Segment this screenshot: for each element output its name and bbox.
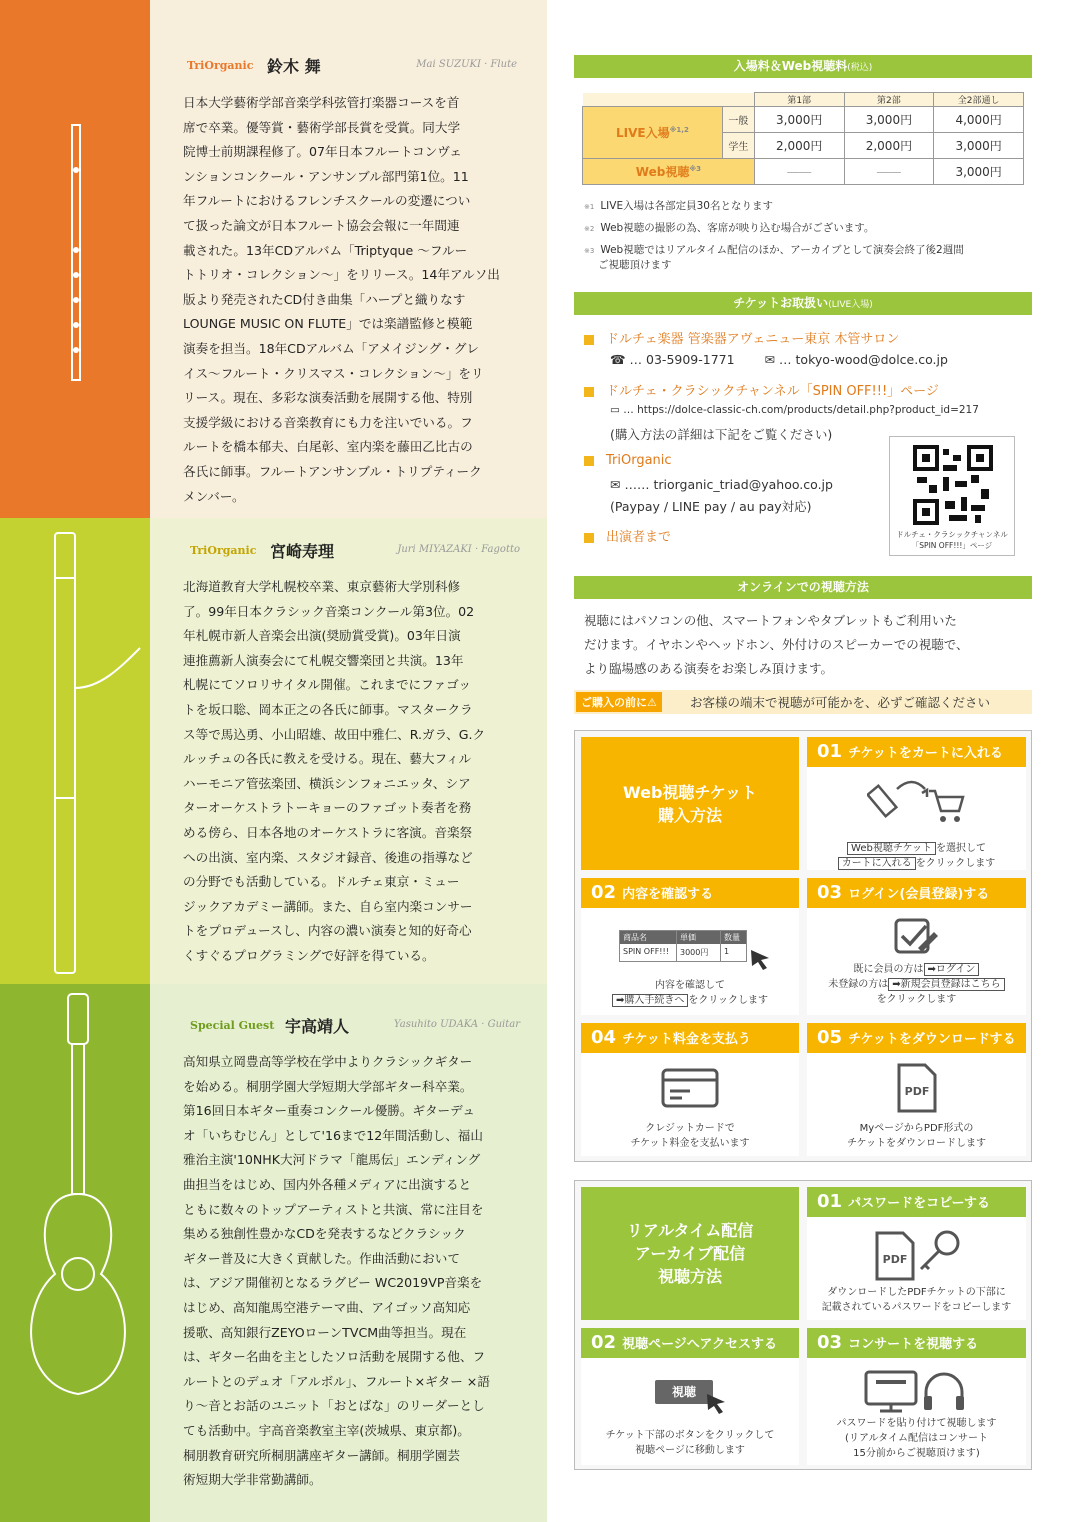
credit-card-icon bbox=[660, 1067, 720, 1109]
tickets-title-bar bbox=[574, 292, 1032, 315]
purchase-step-4 bbox=[581, 1023, 799, 1156]
caption-text: 視聴ページに移動します bbox=[635, 1445, 745, 1456]
fee-cell: 2,000円 bbox=[754, 133, 844, 159]
qr-caption-line: ドルチェ・クラシックチャンネル bbox=[896, 530, 1008, 539]
fee-cell: 3,000円 bbox=[934, 159, 1024, 185]
step-number: 01 bbox=[817, 741, 843, 762]
bio-line: ターオーケストラトーキョーのファゴット奏者を務 bbox=[183, 800, 472, 816]
cart-cell: 3000円 bbox=[680, 948, 709, 957]
caption-text: クレジットカードで bbox=[645, 1123, 735, 1134]
bio-line: は、アジア開催初となるラグビー WC2019VP音楽を bbox=[183, 1275, 483, 1291]
fee-cell: ―― bbox=[844, 159, 934, 185]
bio-roman-name: Mai SUZUKI · Flute bbox=[416, 59, 517, 70]
footnote-mark: ※1 bbox=[584, 203, 595, 211]
tickets-title-note: (LIVE入場) bbox=[828, 300, 873, 310]
login-check-icon bbox=[892, 916, 942, 960]
bio-line: リース。現在、多彩な演奏活動を展開する他、特別 bbox=[183, 390, 473, 406]
footnote-text: LIVE入場は各部定員30名となります bbox=[600, 200, 773, 212]
cursor-icon bbox=[749, 948, 773, 972]
bio-group: TriOrganic bbox=[190, 544, 257, 557]
caption-tag: Web視聴チケット bbox=[847, 842, 936, 855]
fagotto-band bbox=[0, 518, 150, 984]
web-sup: ※3 bbox=[689, 165, 702, 173]
cart-col bbox=[620, 931, 676, 961]
bio-line: て扱った論文が日本フルート協会会報に一年間連 bbox=[183, 217, 460, 233]
bio-line: はじめ、高知龍馬空港テーマ曲、アイゴッソ高知応 bbox=[183, 1299, 471, 1315]
fees-title-note: (税込) bbox=[847, 63, 873, 73]
contact-row: ☎ … 03-5909-1771 ✉ … tokyo-wood@dolce.co.jp bbox=[610, 352, 948, 367]
flute-band bbox=[0, 0, 150, 518]
caption-text: チケット料金を支払います bbox=[630, 1138, 750, 1149]
dolce-store-name: ドルチェ楽器 管楽器アヴェニュー東京 木管サロン bbox=[606, 332, 900, 347]
step-number: 03 bbox=[817, 1332, 843, 1353]
step-caption bbox=[581, 1121, 799, 1151]
caption-text: 内容を確認して bbox=[655, 980, 725, 991]
step-title: パスワードをコピーする bbox=[848, 1196, 990, 1211]
trio-note: (Paypay / LINE pay / au pay対応) bbox=[610, 499, 812, 514]
cart-cell: 1 bbox=[724, 947, 730, 956]
bio-line: 北海道教育大学札幌校卒業、東京藝術大学別科修 bbox=[183, 579, 461, 594]
fee-cell: 3,000円 bbox=[844, 107, 934, 133]
step-caption bbox=[807, 841, 1026, 871]
fee-cell: 3,000円 bbox=[754, 107, 844, 133]
bullet-icon bbox=[584, 456, 594, 466]
bio-line: ス等で馬込勇、小山昭雄、故田中雅仁、R.ガラ、G.ク bbox=[183, 726, 486, 742]
step-number: 05 bbox=[817, 1027, 843, 1048]
step-title: 視聴ページへアクセスする bbox=[622, 1337, 778, 1352]
step-title: チケットをダウンロードする bbox=[848, 1032, 1016, 1047]
performer-text: 出演者まで bbox=[606, 530, 672, 545]
bio-text-suzuki bbox=[183, 91, 523, 509]
bio-line: ルートを橋本郁夫、白尾彰、室内楽を藤田乙比古の bbox=[183, 439, 473, 455]
caption-text: をクリックします bbox=[876, 994, 957, 1005]
caption-text: チケットをダウンロードします bbox=[846, 1138, 987, 1149]
bio-line: 院博士前期課程修了。07年日本フルートコンヴェ bbox=[183, 144, 462, 160]
mail-icon: ✉ bbox=[764, 352, 776, 367]
cart-cell: SPIN OFF!!! bbox=[623, 947, 669, 956]
bio-line: める傍ら、日本各地のオーケストラに客演。音楽祭 bbox=[183, 824, 473, 840]
caption-tag: ➡購入手続きへ bbox=[612, 994, 688, 1007]
bio-line: ンションコンクール・アンサンブル部門第1位。11 bbox=[183, 168, 469, 184]
caption-text: ダウンロードしたPDFチケットの下部に bbox=[827, 1287, 1006, 1298]
bio-line: 日本大学藝術学部音楽学科弦管打楽器コースを首 bbox=[183, 95, 460, 110]
watch-button[interactable]: 視聴 bbox=[655, 1380, 713, 1404]
fee-col-header: 全2部通し bbox=[934, 93, 1024, 107]
svg-text:PDF: PDF bbox=[904, 1085, 929, 1098]
footnote bbox=[584, 199, 773, 214]
viewing-title-line: アーカイブ配信 bbox=[634, 1244, 746, 1263]
viewing-title-line: 視聴方法 bbox=[657, 1267, 722, 1286]
step-header bbox=[581, 878, 799, 908]
bio-roman-name: Yasuhito UDAKA · Guitar bbox=[393, 1019, 520, 1030]
mail-icon: ✉ bbox=[610, 477, 621, 492]
caption-text: をクリックします bbox=[688, 995, 768, 1006]
purchase-step-2 bbox=[581, 878, 799, 1015]
step-header bbox=[807, 1023, 1026, 1053]
trio-row bbox=[584, 453, 672, 468]
purchase-steps-box bbox=[574, 730, 1032, 1162]
bio-line: 年札幌市新人音楽会出演(奨励賞受賞)。03年日演 bbox=[183, 628, 461, 644]
fee-col-header: 第2部 bbox=[844, 93, 934, 107]
url-note: (購入方法の詳細は下記をご覧ください) bbox=[610, 427, 833, 442]
footnote bbox=[584, 243, 964, 258]
student-label: 学生 bbox=[722, 133, 754, 159]
performer-row bbox=[584, 526, 671, 545]
fee-cell: ―― bbox=[754, 159, 844, 185]
bio-line: ともに数々のトップアーティストと共演、常に注目を bbox=[183, 1201, 484, 1217]
fee-table bbox=[582, 92, 1024, 185]
step-title: チケットをカートに入れる bbox=[848, 746, 1003, 761]
bio-line: を始める。桐朋学園大学短期大学部ギター科卒業。 bbox=[183, 1078, 473, 1094]
step-header bbox=[807, 878, 1026, 908]
purchase-step-1 bbox=[807, 737, 1026, 870]
purchase-step-5 bbox=[807, 1023, 1026, 1156]
caption-text: を選択して bbox=[935, 843, 986, 854]
dolce-store bbox=[584, 328, 899, 347]
step-number: 04 bbox=[591, 1027, 617, 1048]
web-label-text: Web視聴 bbox=[635, 165, 690, 179]
bio-line: 演奏を担当。18年CDアルバム「アメイジング・グレ bbox=[183, 340, 480, 356]
fee-cell: 3,000円 bbox=[934, 133, 1024, 159]
bio-group: Special Guest bbox=[190, 1019, 275, 1032]
bio-line: 札幌にてソロリサイタル開催。これまでにファゴッ bbox=[183, 677, 472, 693]
guitar-band bbox=[0, 984, 150, 1522]
warning-tag: ご購入の前に⚠ bbox=[576, 692, 662, 712]
cart-table bbox=[619, 930, 747, 962]
bio-header-udaka bbox=[190, 1014, 520, 1038]
bio-line: 雅治主演'10NHK大河ドラマ「龍馬伝」エンディング bbox=[183, 1152, 481, 1168]
cart-col bbox=[720, 931, 746, 961]
bio-name: 鈴木 舞 bbox=[267, 57, 321, 76]
svg-text:PDF: PDF bbox=[882, 1253, 907, 1266]
viewing-step-2 bbox=[581, 1328, 799, 1465]
bio-line: ても活動中。宇高音楽教室主宰(茨城県、東京都)。 bbox=[183, 1422, 470, 1438]
bio-text-udaka bbox=[183, 1050, 523, 1493]
online-line: だけます。イヤホンやヘッドホン、外付けのスピーカーでの視聴で、 bbox=[584, 637, 969, 652]
bio-line: 年フルートにおけるフレンチスクールの変遷につい bbox=[183, 193, 471, 209]
step-header bbox=[581, 1023, 799, 1053]
warning-text: お客様の端末で視聴が可能かを、必ずご確認ください bbox=[690, 695, 991, 710]
bullet-icon bbox=[584, 533, 594, 543]
bio-line: ルートとのデュオ「アルボル」、フルート×ギター ×語 bbox=[183, 1373, 490, 1389]
viewing-step-1 bbox=[807, 1187, 1026, 1320]
pdf-key-icon bbox=[867, 1225, 967, 1281]
url-row: ▭ … https://dolce-classic-ch.com/products/detail.php?product_id=217 bbox=[610, 404, 979, 416]
step-number: 01 bbox=[817, 1191, 843, 1212]
bio-line: オ「いちむじん」として'16まで12年間活動し、福山 bbox=[183, 1127, 483, 1143]
step-caption bbox=[807, 1285, 1026, 1315]
bio-line: ルッチュの各氏に教えを受ける。現在、藝大フィル bbox=[183, 751, 472, 767]
footnote-mark: ※3 bbox=[584, 247, 595, 255]
caption-text: 記載されているパスワードをコピーします bbox=[821, 1302, 1012, 1313]
bio-line: 術短期大学非常勤講師。 bbox=[183, 1472, 322, 1488]
footnote-text: Web視聴ではリアルタイム配信のほか、アーカイブとして演奏会終了後2週間 bbox=[600, 244, 964, 256]
step-header bbox=[807, 1328, 1026, 1358]
purchase-title-line: Web視聴チケット bbox=[623, 782, 757, 802]
channel-row bbox=[584, 380, 939, 399]
bio-line: 版より発売されたCD付き曲集「ハープと織りなす bbox=[183, 291, 466, 307]
step-header bbox=[581, 1328, 799, 1358]
step-caption bbox=[807, 1416, 1026, 1461]
bio-line: 高知県立岡豊高等学校在学中よりクラシックギター bbox=[183, 1054, 473, 1069]
caption-text: 既に会員の方は bbox=[853, 964, 924, 975]
caption-text: 未登録の方は bbox=[828, 979, 889, 990]
bio-header-miyazaki bbox=[190, 539, 520, 563]
bio-line: くすぐるプログラミングで好評を得ている。 bbox=[183, 947, 435, 963]
cart-icon bbox=[867, 775, 967, 825]
laptop-icon: ▭ bbox=[610, 404, 620, 416]
bio-line: トを坂口聡、岡本正之の各氏に師事。マスタークラ bbox=[183, 701, 473, 717]
bio-line: 曲担当をはじめ、国内外各種メディアに出演すると bbox=[183, 1176, 472, 1192]
guitar-illustration bbox=[0, 984, 150, 1522]
viewing-steps-box bbox=[574, 1180, 1032, 1470]
bio-line: イス〜フルート・クリスマス・コレクション〜」をリ bbox=[183, 365, 484, 381]
purchase-title bbox=[581, 737, 799, 870]
fee-cell: 4,000円 bbox=[934, 107, 1024, 133]
step-number: 02 bbox=[591, 882, 617, 903]
web-label bbox=[583, 159, 755, 185]
bio-line: への出演、室内楽、スタジオ録音、後進の指導など bbox=[183, 849, 473, 865]
step-caption bbox=[807, 1121, 1026, 1151]
phone-number[interactable]: 03-5909-1771 bbox=[646, 352, 735, 367]
caption-tag: ➡新規会員登録はこちら bbox=[888, 978, 1004, 991]
bio-line: 援歌、高知銀行ZEYOローンTVCM曲等担当。現在 bbox=[183, 1324, 467, 1340]
step-title: チケット料金を支払う bbox=[622, 1032, 751, 1047]
live-label-text: LIVE入場 bbox=[616, 126, 670, 140]
footnote bbox=[584, 221, 874, 236]
warning-bar bbox=[574, 690, 1032, 714]
qr-caption-line: 「SPIN OFF!!!」ページ bbox=[911, 541, 993, 550]
bio-line: メンバー。 bbox=[183, 488, 245, 504]
online-line: より臨場感のある演奏をお楽しみ頂けます。 bbox=[584, 661, 834, 676]
footnote-mark: ※2 bbox=[584, 225, 595, 233]
email-address[interactable]: tokyo-wood@dolce.co.jp bbox=[795, 352, 948, 367]
step-caption bbox=[581, 978, 799, 1008]
purchase-title-line: 購入方法 bbox=[657, 805, 722, 825]
step-title: 内容を確認する bbox=[622, 887, 714, 902]
caption-text: (リアルタイム配信はコンサート bbox=[845, 1433, 988, 1444]
caption-text: チケット下部のボタンをクリックして bbox=[605, 1430, 775, 1441]
caption-text: MyページからPDF形式の bbox=[859, 1123, 974, 1134]
bullet-icon bbox=[584, 335, 594, 345]
live-sup: ※1,2 bbox=[669, 126, 689, 134]
bio-text-miyazaki bbox=[183, 575, 523, 969]
channel-name: ドルチェ・クラシックチャンネル「SPIN OFF!!!」ページ bbox=[606, 384, 939, 399]
trio-contact: ✉ …… triorganic_triad@yahoo.co.jp bbox=[610, 477, 833, 492]
bio-line: 支援学級における音楽教育にも力を注いでいる。フ bbox=[183, 414, 473, 430]
fee-cell: 2,000円 bbox=[844, 133, 934, 159]
monitor-headphones-icon bbox=[862, 1368, 972, 1414]
fees-title-bar bbox=[574, 55, 1032, 78]
fee-corner bbox=[583, 93, 755, 107]
fee-col-header: 第1部 bbox=[754, 93, 844, 107]
step-number: 03 bbox=[817, 882, 843, 903]
cart-head: 数量 bbox=[721, 931, 746, 944]
bio-line: 了。99年日本クラシック音楽コンクール第3位。02 bbox=[183, 603, 475, 619]
qr-caption bbox=[890, 529, 1014, 551]
bio-line: 席で卒業。優等賞・藝術学部長賞を受賞。同大学 bbox=[183, 119, 461, 135]
viewing-title-line: リアルタイム配信 bbox=[626, 1221, 754, 1240]
online-title-bar: オンラインでの視聴方法 bbox=[574, 576, 1032, 599]
bio-group: TriOrganic bbox=[187, 59, 254, 72]
live-label bbox=[583, 107, 723, 159]
cart-head: 単価 bbox=[677, 931, 720, 944]
step-header bbox=[807, 1187, 1026, 1217]
caption-tag: ➡ログイン bbox=[924, 963, 980, 976]
phone-icon: ☎ bbox=[610, 352, 626, 367]
flute-illustration bbox=[0, 0, 150, 518]
trio-name: TriOrganic bbox=[606, 453, 672, 468]
fagotto-illustration bbox=[0, 518, 150, 984]
bio-line: 集める独創性豊かなCDを発表するなどクラシック bbox=[183, 1226, 466, 1242]
viewing-step-3 bbox=[807, 1328, 1026, 1465]
footnote bbox=[598, 258, 672, 272]
bio-line: トトリオ・コレクション〜」をリリース。14年アルソ出 bbox=[183, 267, 500, 283]
bio-line: 第16回日本ギター重奏コンクール優勝。ギターデュ bbox=[183, 1103, 475, 1119]
step-caption bbox=[581, 1428, 799, 1458]
tickets-title: チケットお取扱い bbox=[733, 296, 829, 310]
caption-text: をクリックします bbox=[915, 858, 996, 869]
cart-col bbox=[676, 931, 720, 961]
bio-line: LOUNGE MUSIC ON FLUTE」では楽譜監修と模範 bbox=[183, 316, 473, 332]
bio-line: 連推薦新人演奏会にて札幌交響楽団と共演。13年 bbox=[183, 652, 464, 668]
bio-name: 宮崎寿理 bbox=[270, 542, 335, 561]
qr-code-icon[interactable] bbox=[913, 445, 993, 525]
bio-line: ジックアカデミー講師。また、自ら室内楽コンサー bbox=[183, 898, 473, 914]
online-description bbox=[584, 609, 969, 681]
step-header bbox=[807, 737, 1026, 767]
bio-line: の分野でも活動している。ドルチェ東京・ミュー bbox=[183, 874, 460, 890]
footnote-text: Web視聴の撮影の為、客席が映り込む場合がございます。 bbox=[600, 222, 875, 234]
step-title: コンサートを視聴する bbox=[848, 1337, 979, 1352]
channel-url[interactable]: https://dolce-classic-ch.com/products/detail.php?product_id=217 bbox=[637, 404, 979, 416]
step-caption bbox=[807, 962, 1026, 1007]
cart-head: 商品名 bbox=[620, 931, 676, 944]
qr-code-box bbox=[889, 436, 1015, 556]
bio-line: は、ギター名曲を主としたソロ活動を展開する他、フ bbox=[183, 1349, 486, 1365]
purchase-step-3 bbox=[807, 878, 1026, 1015]
step-title: ログイン(会員登録)する bbox=[848, 887, 990, 902]
caption-tag: カートに入れる bbox=[838, 857, 916, 870]
bio-line: トをプロデュースし、内容の濃い演奏と知的好奇心 bbox=[183, 923, 472, 939]
trio-email[interactable]: triorganic_triad@yahoo.co.jp bbox=[653, 477, 833, 492]
bio-line: 載された。13年CDアルバム「Triptyque 〜フルー bbox=[183, 242, 468, 258]
cursor-icon bbox=[705, 1392, 729, 1416]
general-label: 一般 bbox=[722, 107, 754, 133]
caption-text: パスワードを貼り付けて視聴します bbox=[836, 1418, 997, 1429]
footnote-text: ご視聴頂けます bbox=[598, 259, 672, 271]
bio-name: 宇高靖人 bbox=[285, 1017, 350, 1036]
bio-line: ハーモニア管弦楽団、横浜シンフォニエッタ、シア bbox=[183, 775, 471, 791]
step-number: 02 bbox=[591, 1332, 617, 1353]
bio-line: 桐朋教育研究所桐朋講座ギター講師。桐朋学園芸 bbox=[183, 1447, 460, 1463]
bio-line: 各氏に師事。フルートアンサンブル・トリプティーク bbox=[183, 463, 482, 479]
bio-roman-name: Juri MIYAZAKI · Fagotto bbox=[397, 544, 520, 555]
online-line: 視聴にはパソコンの他、スマートフォンやタブレットもご利用いた bbox=[584, 613, 957, 628]
bullet-icon bbox=[584, 387, 594, 397]
pdf-icon bbox=[895, 1063, 939, 1113]
bio-header-suzuki bbox=[187, 54, 517, 78]
caption-text: 15分前からご視聴頂けます) bbox=[853, 1448, 980, 1459]
bio-line: り〜音とお話のユニット「おとばな」のリーダーとし bbox=[183, 1398, 485, 1414]
viewing-title bbox=[581, 1187, 799, 1320]
bio-line: ギター普及に大きく貢献した。作曲活動において bbox=[183, 1250, 460, 1266]
fees-title: 入場料＆Web視聴料 bbox=[733, 59, 848, 73]
